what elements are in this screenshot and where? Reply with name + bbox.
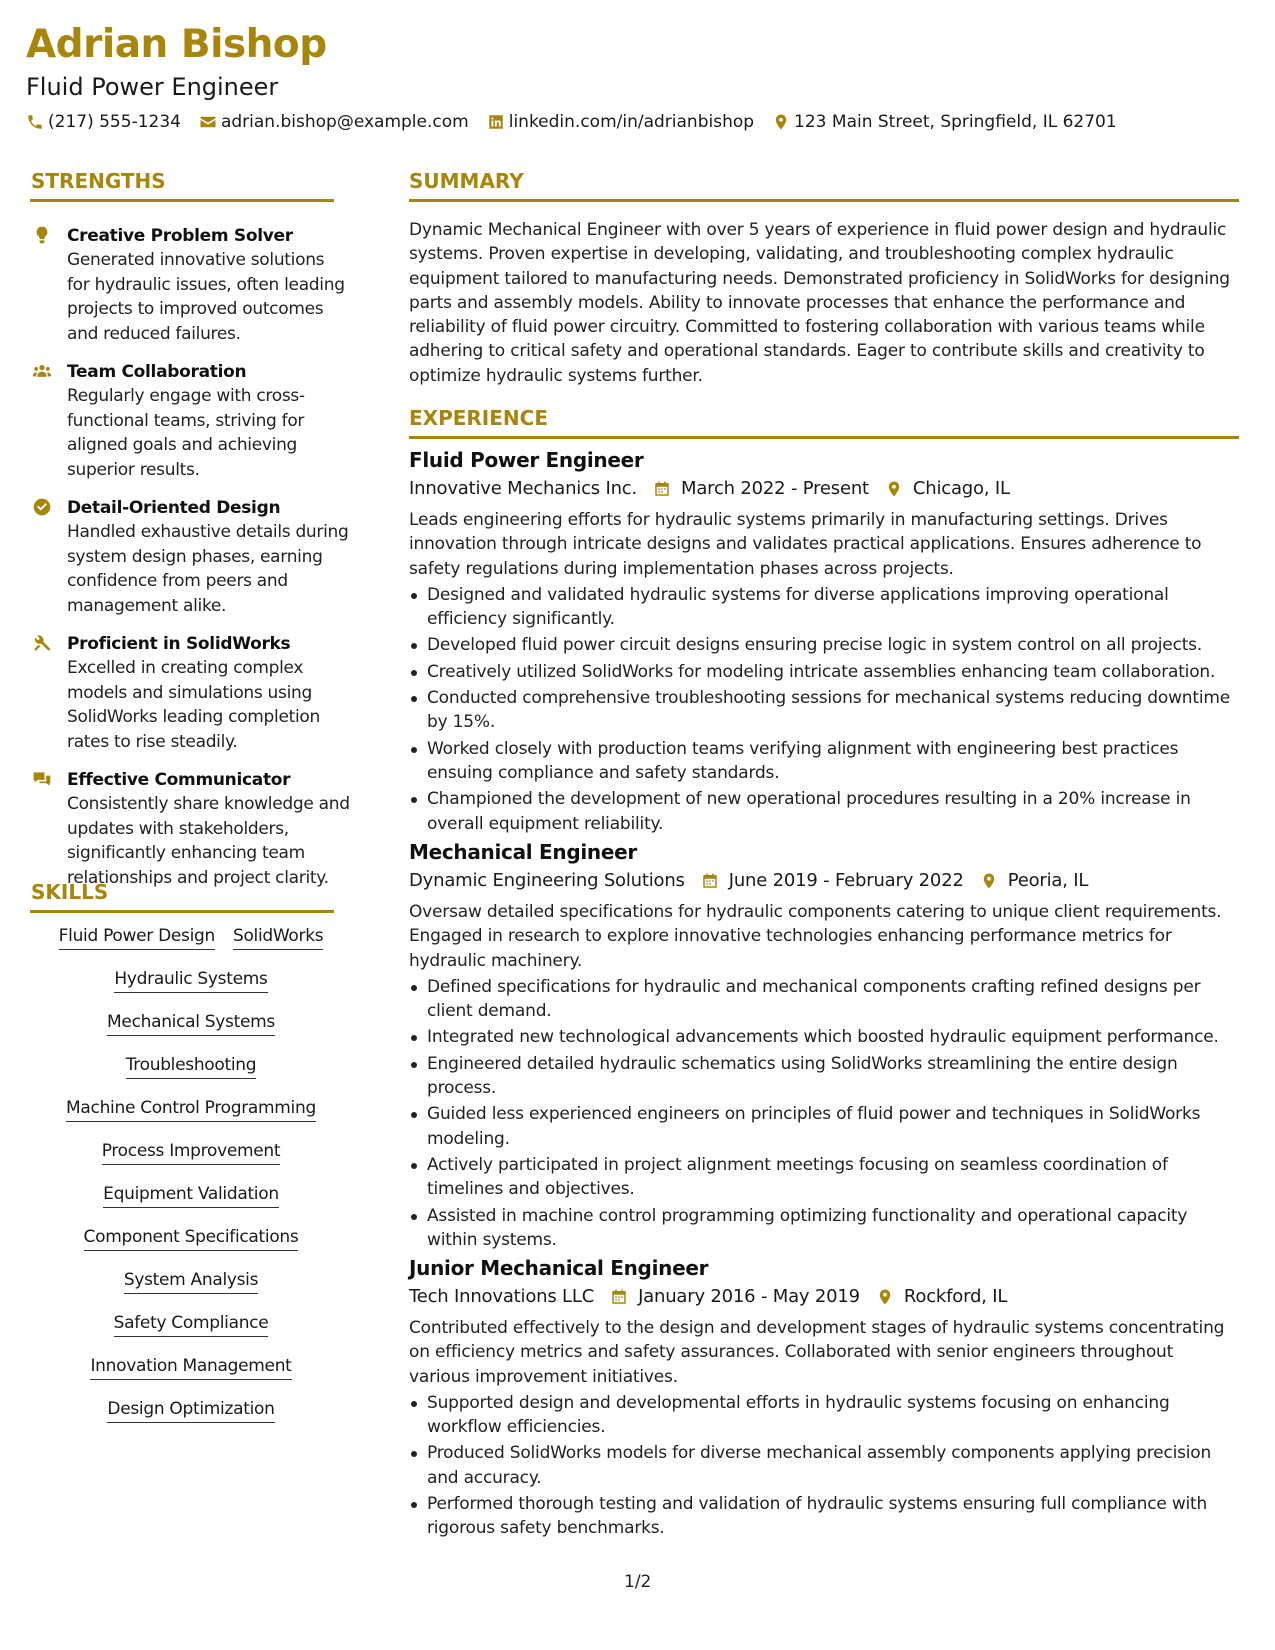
strength-desc: Consistently share knowledge and updates with stakeholders, significantly enhancing team relationships and project clarity. xyxy=(67,794,350,888)
summary-divider xyxy=(409,199,1239,202)
job-bullet: Developed fluid power circuit designs ensuring precise logic in system control on all projects. xyxy=(409,633,1239,657)
summary-text: Dynamic Mechanical Engineer with over 5 years of experience in fluid power design and hydraulic systems. Proven expertise in developing, validating, and troubleshooting complex hydraulic equipment tailored to manufacturing needs. Demonstrated proficiency in SolidWorks for designing parts and assembly models. Ability to innovate processes that enhance the performance and reliability of fluid power circuitry. Committed to fostering collaboration with various teams while adhering to critical safety and operational standards. Eager to contribute skills and creativity to optimize hydraulic systems further. xyxy=(409,220,1230,386)
job-bullet: Conducted comprehensive troubleshooting sessions for mechanical systems reducing downtime by 15%. xyxy=(409,686,1239,735)
contact-phone-text: (217) 555-1234 xyxy=(48,112,181,132)
job-bullet: Guided less experienced engineers on principles of fluid power and techniques in SolidWorks modeling. xyxy=(409,1102,1239,1151)
job-bullets xyxy=(409,1391,1239,1541)
map-pin-icon xyxy=(772,113,790,131)
summary-heading: SUMMARY xyxy=(409,169,524,193)
job-bullet: Performed thorough testing and validation of hydraulic systems ensuring full compliance with rigorous safety benchmarks. xyxy=(409,1492,1239,1541)
job-company: Innovative Mechanics Inc. xyxy=(409,478,638,499)
job-company: Tech Innovations LLC xyxy=(409,1286,595,1307)
skill-tag: Machine Control Programming xyxy=(66,1097,316,1122)
skills-divider xyxy=(30,910,334,913)
job-bullets xyxy=(409,975,1239,1252)
skill-tag: Safety Compliance xyxy=(114,1312,269,1337)
strength-item xyxy=(30,632,350,754)
job-title: Fluid Power Engineer xyxy=(409,448,644,472)
job-bullet: Championed the development of new operational procedures resulting in a 20% increase in overall equipment reliability. xyxy=(409,787,1239,836)
job-bullet: Supported design and developmental efforts in hydraulic systems focusing on enhancing workflow efficiencies. xyxy=(409,1391,1239,1440)
job-entry xyxy=(409,838,1239,1254)
job-company: Dynamic Engineering Solutions xyxy=(409,870,685,891)
job-location: Peoria, IL xyxy=(1007,870,1089,891)
lightbulb-icon xyxy=(32,225,52,245)
skill-tag: Component Specifications xyxy=(84,1226,299,1251)
job-location: Rockford, IL xyxy=(903,1286,1008,1307)
strengths-divider xyxy=(30,199,334,202)
job-title: Junior Mechanical Engineer xyxy=(409,1256,709,1280)
skill-tag: Troubleshooting xyxy=(126,1054,257,1079)
calendar-icon xyxy=(701,872,719,890)
map-pin-icon xyxy=(885,480,903,498)
comments-icon xyxy=(32,769,52,789)
contact-linkedin-text: linkedin.com/in/adrianbishop xyxy=(508,112,755,132)
skill-tag: Equipment Validation xyxy=(103,1183,279,1208)
job-location: Chicago, IL xyxy=(912,478,1010,499)
job-bullet: Actively participated in project alignment meetings focusing on seamless coordination of timelines and objectives. xyxy=(409,1153,1239,1202)
job-description: Oversaw detailed specifications for hydraulic components catering to unique client requirements. Engaged in research to explore innovative technologies enhancing performance metrics for hydraulic machinery. xyxy=(409,902,1222,971)
strengths-list xyxy=(30,224,350,904)
envelope-icon xyxy=(199,113,217,131)
strengths-heading: STRENGTHS xyxy=(31,169,166,193)
strength-item xyxy=(30,496,350,618)
strength-desc: Excelled in creating complex models and simulations using SolidWorks leading completion rates to rise steadily. xyxy=(67,658,320,752)
candidate-name: Adrian Bishop xyxy=(26,22,327,67)
job-meta xyxy=(409,1282,1239,1312)
strength-item xyxy=(30,360,350,482)
phone-icon xyxy=(26,113,44,131)
contact-email[interactable] xyxy=(199,112,469,132)
skills-list xyxy=(30,925,352,1441)
job-bullet: Defined specifications for hydraulic and mechanical components crafting refined designs per client demand. xyxy=(409,975,1239,1024)
job-bullet: Designed and validated hydraulic systems for diverse applications improving operational efficiency significantly. xyxy=(409,583,1239,632)
job-entry xyxy=(409,446,1239,838)
map-pin-icon xyxy=(980,872,998,890)
job-bullet: Creatively utilized SolidWorks for modeling intricate assemblies enhancing team collaboration. xyxy=(409,660,1239,684)
strength-item xyxy=(30,768,350,890)
skill-tag: Fluid Power Design xyxy=(59,925,215,950)
strength-title: Team Collaboration xyxy=(67,362,247,382)
strength-desc: Regularly engage with cross-functional teams, striving for aligned goals and achieving superior results. xyxy=(67,386,305,480)
strength-title: Creative Problem Solver xyxy=(67,226,293,246)
job-dates: March 2022 - Present xyxy=(681,478,869,499)
job-meta xyxy=(409,866,1239,896)
contact-address xyxy=(772,112,1117,132)
tools-icon xyxy=(32,633,52,653)
job-bullet: Produced SolidWorks models for diverse mechanical assembly components applying precision and accuracy. xyxy=(409,1441,1239,1490)
strength-title: Effective Communicator xyxy=(67,770,291,790)
map-pin-icon xyxy=(876,1288,894,1306)
strength-item xyxy=(30,224,350,346)
users-icon xyxy=(32,361,52,381)
strength-title: Detail-Oriented Design xyxy=(67,498,281,518)
job-bullet: Engineered detailed hydraulic schematics using SolidWorks streamlining the entire design process. xyxy=(409,1052,1239,1101)
skill-tag: System Analysis xyxy=(124,1269,258,1294)
calendar-icon xyxy=(610,1288,628,1306)
contact-email-text: adrian.bishop@example.com xyxy=(220,112,469,132)
skill-tag: Design Optimization xyxy=(107,1398,274,1423)
job-dates: June 2019 - February 2022 xyxy=(728,870,964,891)
job-meta xyxy=(409,474,1239,504)
experience-divider xyxy=(409,436,1239,439)
skill-tag: Process Improvement xyxy=(102,1140,281,1165)
contact-linkedin[interactable] xyxy=(487,112,754,132)
check-circle-icon xyxy=(32,497,52,517)
strength-title: Proficient in SolidWorks xyxy=(67,634,291,654)
calendar-icon xyxy=(653,480,671,498)
job-bullet: Worked closely with production teams verifying alignment with engineering best practices ensuing compliance and safety standards. xyxy=(409,737,1239,786)
job-entry xyxy=(409,1254,1239,1543)
skill-tag: SolidWorks xyxy=(233,925,323,950)
skills-heading: SKILLS xyxy=(31,880,109,904)
job-bullet: Assisted in machine control programming optimizing functionality and operational capacity within systems. xyxy=(409,1204,1239,1253)
strength-desc: Handled exhaustive details during system design phases, earning confidence from peers and management alike. xyxy=(67,522,349,616)
page-number: 1/2 xyxy=(624,1572,652,1592)
skill-tag: Mechanical Systems xyxy=(107,1011,275,1036)
contact-bar xyxy=(26,112,1135,132)
job-description: Contributed effectively to the design and development stages of hydraulic systems concentrating on efficiency metrics and safety assurances. Collaborated with senior engineers throughout various improvement initiatives. xyxy=(409,1318,1225,1387)
skill-tag: Hydraulic Systems xyxy=(114,968,267,993)
skill-tag: Innovation Management xyxy=(90,1355,291,1380)
job-dates: January 2016 - May 2019 xyxy=(638,1286,860,1307)
job-bullets xyxy=(409,583,1239,836)
job-bullet: Integrated new technological advancements which boosted hydraulic equipment performance. xyxy=(409,1025,1239,1049)
contact-phone[interactable] xyxy=(26,112,181,132)
contact-address-text: 123 Main Street, Springfield, IL 62701 xyxy=(794,112,1117,132)
linkedin-icon xyxy=(487,113,505,131)
job-title: Mechanical Engineer xyxy=(409,840,637,864)
job-description: Leads engineering efforts for hydraulic systems primarily in manufacturing settings. Drives innovation through intricate designs and validates practical applications. Ensures adherence to safety regulations during implementation phases across projects. xyxy=(409,510,1202,579)
experience-heading: EXPERIENCE xyxy=(409,406,548,430)
strength-desc: Generated innovative solutions for hydraulic issues, often leading projects to improved outcomes and reduced failures. xyxy=(67,250,345,344)
candidate-title: Fluid Power Engineer xyxy=(26,73,279,101)
